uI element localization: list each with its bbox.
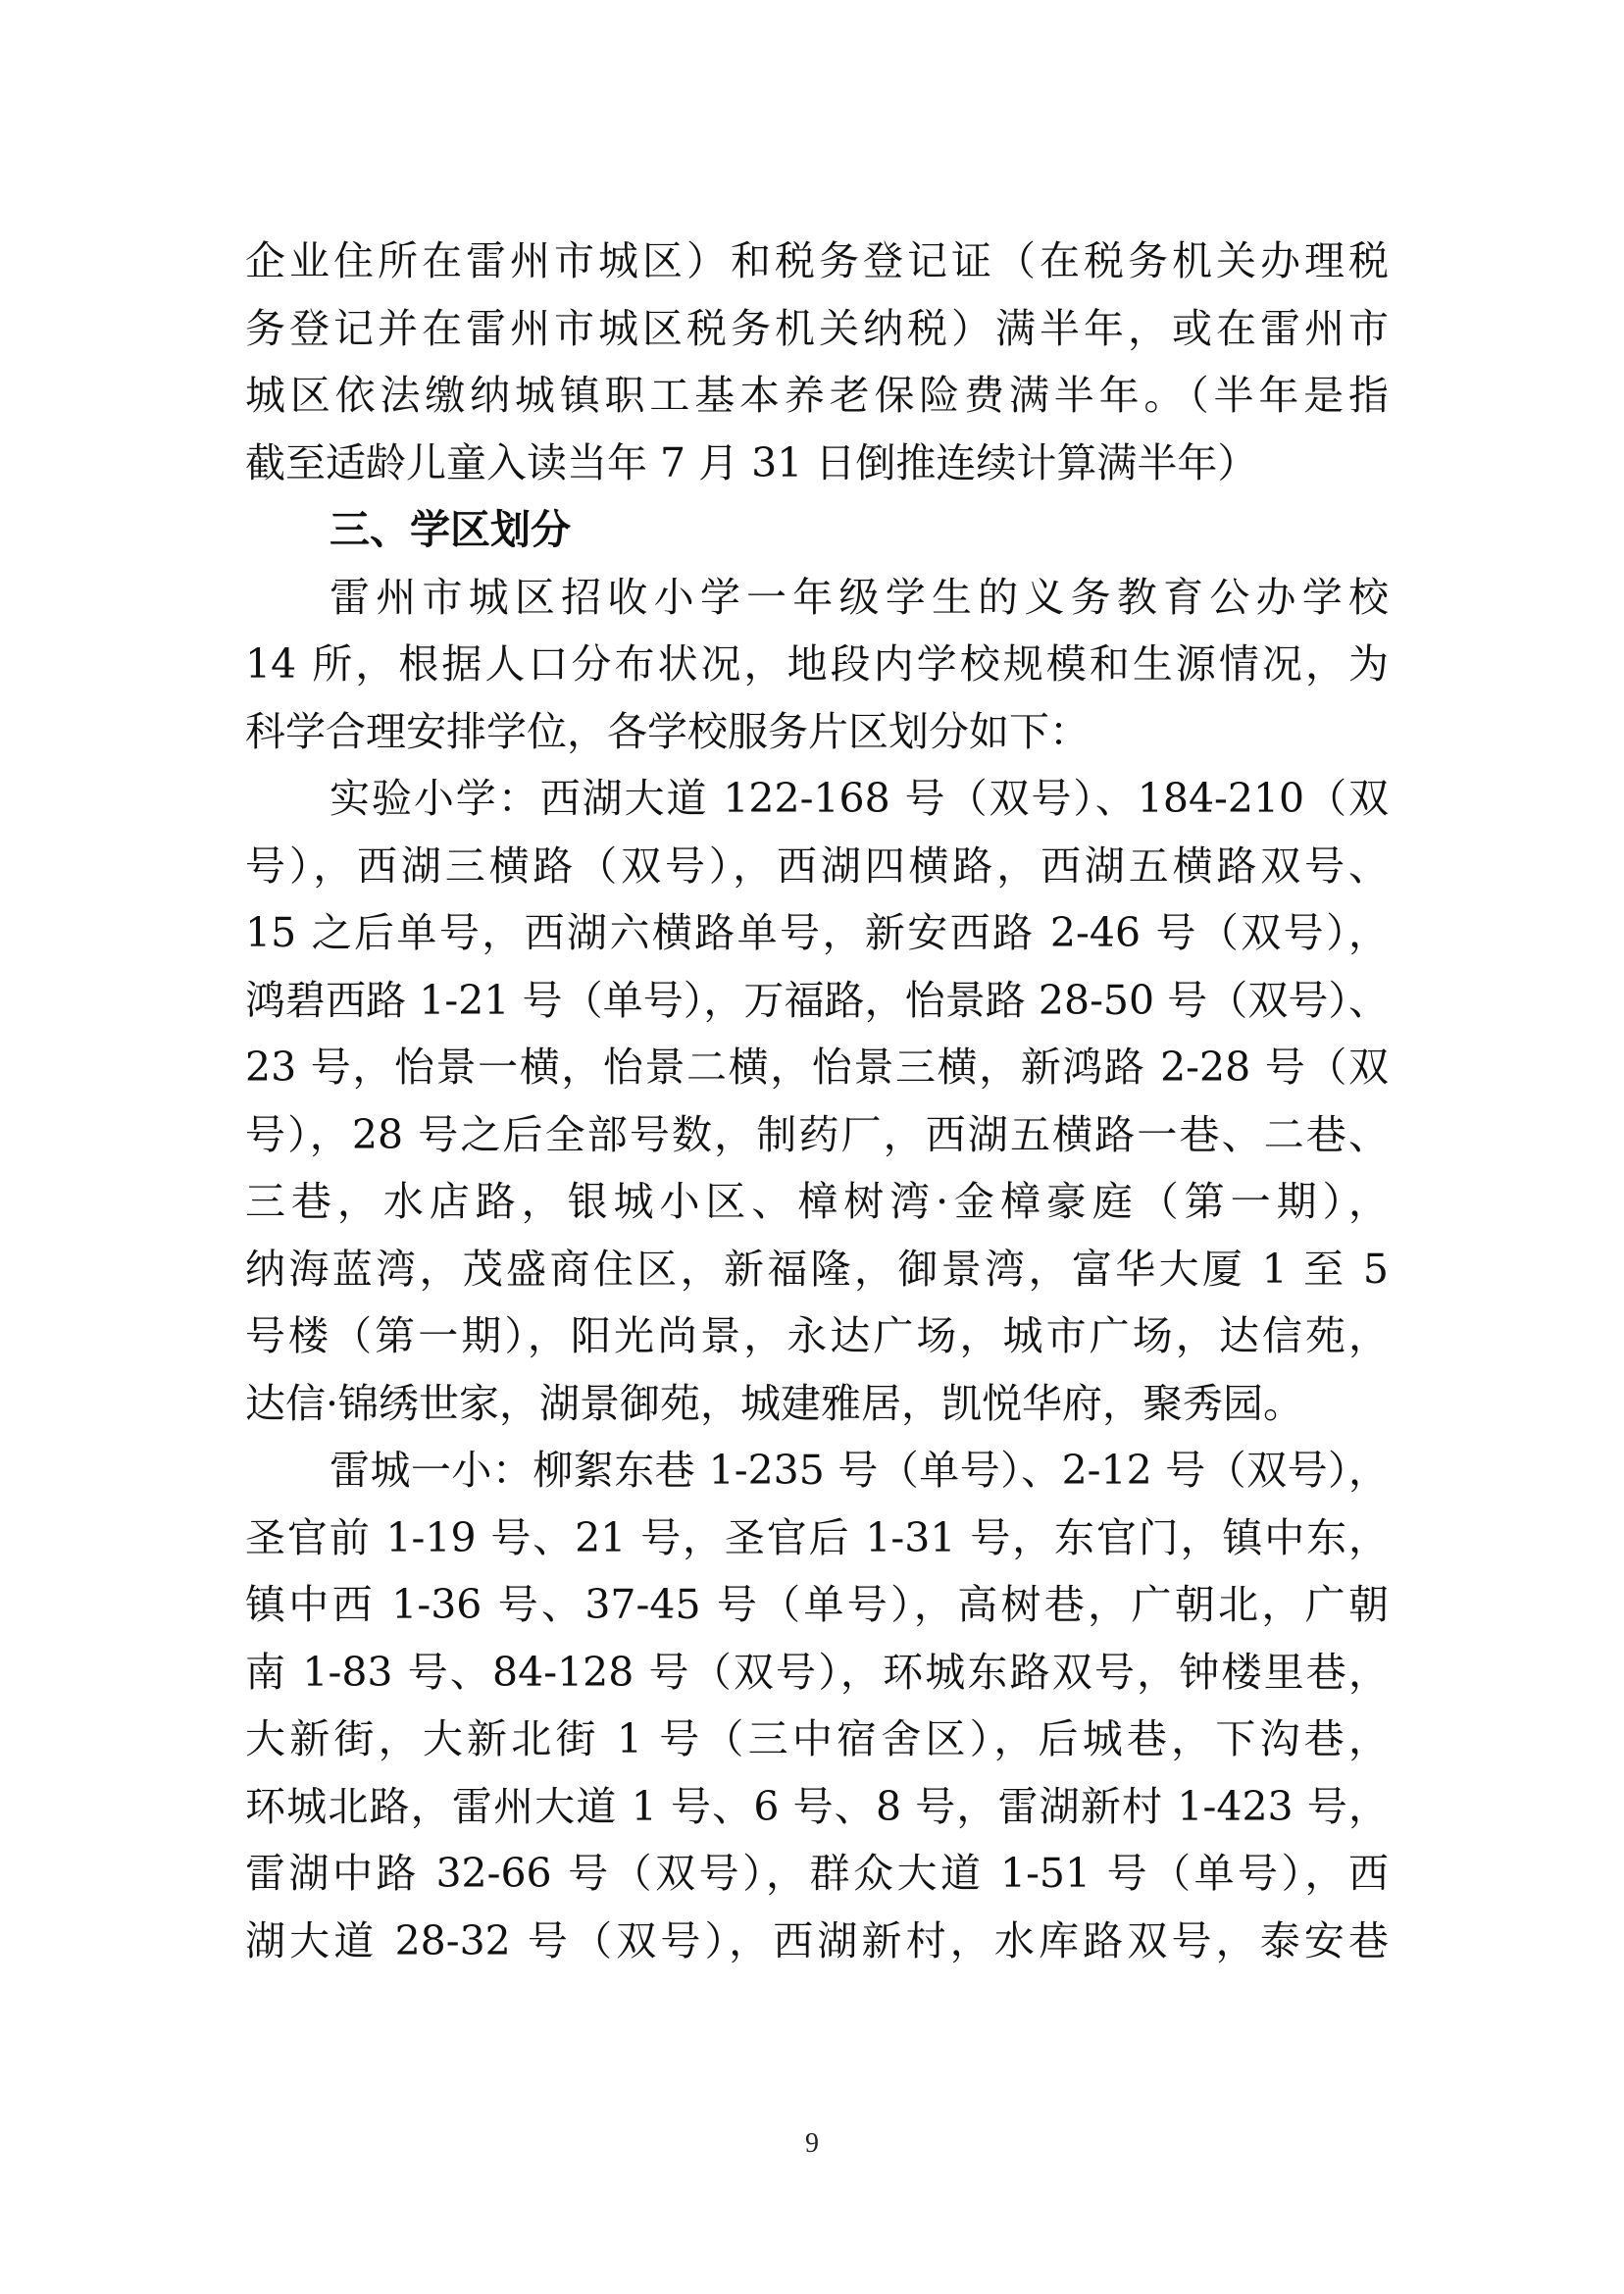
paragraph-line: 科学合理安排学位，各学校服务片区划分如下： <box>245 707 1090 755</box>
paragraph-line: 大新街，大新北街 1 号（三中宿舍区），后城巷，下沟巷， <box>245 1715 1389 1762</box>
paragraph-line: 14 所，根据人口分布状况，地段内学校规模和生源情况，为 <box>245 640 1389 688</box>
paragraph-line: 镇中西 1-36 号、37-45 号（单号），高树巷，广朝北，广朝 <box>245 1581 1389 1628</box>
paragraph-line: 雷城一小：柳絮东巷 1-235 号（单号）、2-12 号（双号）， <box>330 1447 1389 1494</box>
section-heading: 三、学区划分 <box>330 506 571 553</box>
page-number: 9 <box>805 2128 819 2159</box>
paragraph-line: 雷州市城区招收小学一年级学生的义务教育公办学校 <box>330 573 1389 621</box>
paragraph-line: 23 号，怡景一横，怡景二横，怡景三横，新鸿路 2-28 号（双 <box>245 1044 1389 1091</box>
paragraph-line: 城区依法缴纳城镇职工基本养老保险费满半年。（半年是指 <box>245 372 1389 419</box>
document-body <box>245 228 1389 1974</box>
paragraph-line: 环城北路，雷州大道 1 号、6 号、8 号，雷湖新村 1-423 号， <box>245 1782 1389 1830</box>
paragraph-line: 纳海蓝湾，茂盛商住区，新福隆，御景湾，富华大厦 1 至 5 <box>245 1245 1389 1293</box>
paragraph-line: 湖大道 28-32 号（双号），西湖新村，水库路双号，泰安巷 <box>245 1916 1389 1964</box>
paragraph-line: 达信·锦绣世家，湖景御苑，城建雅居，凯悦华府，聚秀园。 <box>245 1379 1304 1427</box>
paragraph-line: 三巷，水店路，银城小区、樟树湾·金樟豪庭（第一期）， <box>245 1178 1389 1225</box>
paragraph-line: 号），西湖三横路（双号），西湖四横路，西湖五横路双号、 <box>245 841 1389 890</box>
paragraph-line: 南 1-83 号、84-128 号（双号），环城东路双号，钟楼里巷， <box>245 1648 1389 1696</box>
paragraph-line: 截至适龄儿童入读当年 7 月 31 日倒推连续计算满半年） <box>245 438 1258 486</box>
paragraph-line: 鸿碧西路 1-21 号（单号），万福路，怡景路 28-50 号（双号）、 <box>245 976 1389 1024</box>
paragraph-line: 15 之后单号，西湖六横路单号，新安西路 2-46 号（双号）， <box>245 909 1389 956</box>
paragraph-line: 实验小学：西湖大道 122-168 号（双号）、184-210（双 <box>330 775 1389 822</box>
paragraph-line: 企业住所在雷州市城区）和税务登记证（在税务机关办理税 <box>245 237 1389 284</box>
paragraph-line: 号楼（第一期），阳光尚景，永达广场，城市广场，达信苑， <box>245 1312 1389 1359</box>
paragraph-line: 务登记并在雷州市城区税务机关纳税）满半年，或在雷州市 <box>245 304 1389 352</box>
paragraph-line: 圣官前 1-19 号、21 号，圣官后 1-31 号，东官门，镇中东， <box>245 1513 1389 1561</box>
paragraph-line: 雷湖中路 32-66 号（双号），群众大道 1-51 号（单号），西 <box>245 1850 1389 1897</box>
paragraph-line: 号），28 号之后全部号数，制药厂，西湖五横路一巷、二巷、 <box>245 1110 1389 1158</box>
